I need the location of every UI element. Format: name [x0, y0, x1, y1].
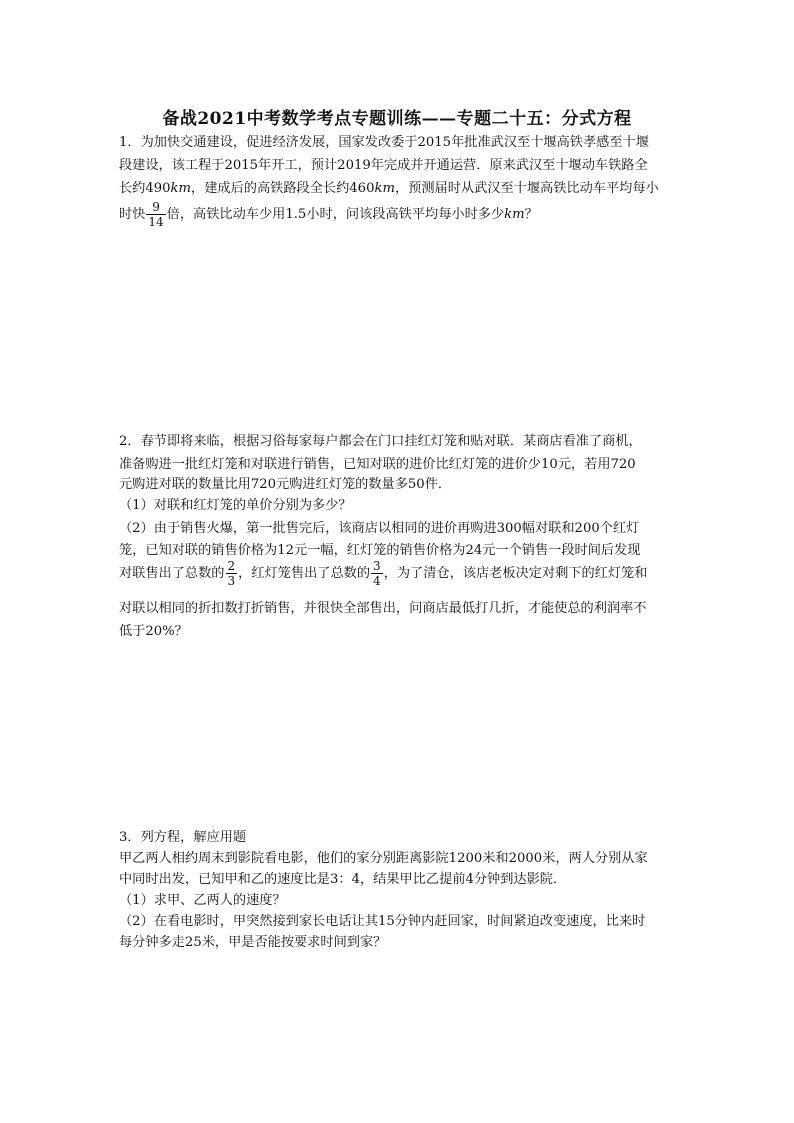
q2-line-3: 元购进对联的数量比用720元购进红灯笼的数量多50件．: [119, 477, 452, 492]
q3-sub1: （1）求甲、乙两人的速度？: [119, 893, 286, 908]
q1-fraction-numerator: 9: [146, 201, 165, 215]
q3-sub2-line-1: （2）在看电影时，甲突然接到家长电话让其15分钟内赶回家，时间紧迫改变速度，比来时: [119, 914, 646, 929]
q2-fraction-2: [371, 560, 383, 587]
q1-line-4-part-c: ？: [524, 207, 538, 222]
q3-line-1: 3．列方程，解应用题: [119, 830, 247, 845]
page-title: 备战2021中考数学考点专题训练——专题二十五：分式方程: [162, 109, 632, 129]
q1-line-3-part-b: ，建成后的高铁路段全长约460: [191, 181, 375, 196]
q2-sub2-line-3-part-a: 对联售出了总数的: [119, 566, 225, 581]
q2-sub2-line-3-part-b: ，红灯笼售出了总数的: [238, 566, 371, 581]
q3-sub2-line-2: 每分钟多走25米，甲是否能按要求时间到家？: [119, 935, 387, 950]
q1-line-3: [119, 177, 679, 196]
q2-line-2: 准备购进一批红灯笼和对联进行销售，已知对联的进价比红灯笼的进价少10元，若用720: [119, 457, 636, 472]
q2-sub2-line-3: [119, 560, 679, 587]
q2-sub1: （1）对联和红灯笼的单价分别为多少？: [119, 498, 352, 513]
q2-sub2-line-2: 笼，已知对联的销售价格为12元一幅，红灯笼的销售价格为24元一个销售一段时间后发现: [119, 543, 641, 558]
q1-unit-km: km: [170, 181, 192, 196]
q1-line-2: 段建设，该工程于2015年开工，预计2019年完成并开通运营．原来武汉至十堰动车铁路全: [119, 158, 648, 173]
q3-line-2: 甲乙两人相约周末到影院看电影，他们的家分别距离影院1200米和2000米，两人分别从家: [119, 851, 648, 866]
q2-line-1: 2．春节即将来临，根据习俗每家每户都会在门口挂红灯笼和贴对联．某商店看准了商机，: [119, 434, 642, 449]
q2-sub2-line-1: （2）由于销售火爆，第一批售完后，该商店以相同的进价再购进300幅对联和200个红灯: [119, 521, 640, 536]
q1-unit-km: km: [504, 207, 525, 222]
q1-line-3-part-a: 长约490: [119, 181, 171, 196]
q1-line-4: [119, 201, 679, 228]
q2-sub2-line-5: 低于20%？: [119, 624, 188, 639]
q1-fraction-denominator: 14: [148, 215, 164, 229]
q1-line-4-part-b: 倍，高铁比动车少用1.5小时，问该段高铁平均每小时多少: [166, 207, 505, 222]
q1-fraction: [146, 201, 165, 228]
q2-fraction-1: [226, 560, 238, 587]
q1-line-1: 1．为加快交通建设，促进经济发展，国家发改委于2015年批准武汉至十堰高铁孝感至十堰: [119, 135, 649, 150]
q1-line-4-part-a: 时快: [119, 207, 146, 222]
q3-line-3: 中同时出发，已知甲和乙的速度比是3：4，结果甲比乙提前4分钟到达影院．: [119, 872, 567, 887]
q2-sub2-line-4: 对联以相同的折扣数打折销售，并很快全部售出，问商店最低打几折，才能使总的利润率不: [119, 601, 647, 616]
q2-sub2-line-3-part-c: ，为了清仓，该店老板决定对剩下的红灯笼和: [383, 566, 648, 581]
q1-line-3-part-c: ，预测届时从武汉至十堰高铁比动车平均每小: [394, 181, 659, 196]
q1-unit-km: km: [374, 181, 395, 196]
q2-fraction-2-denominator: 4: [373, 574, 381, 588]
q2-fraction-1-denominator: 3: [227, 574, 236, 588]
q2-fraction-1-numerator: 2: [227, 559, 236, 573]
q2-fraction-2-numerator: 3: [373, 559, 381, 573]
